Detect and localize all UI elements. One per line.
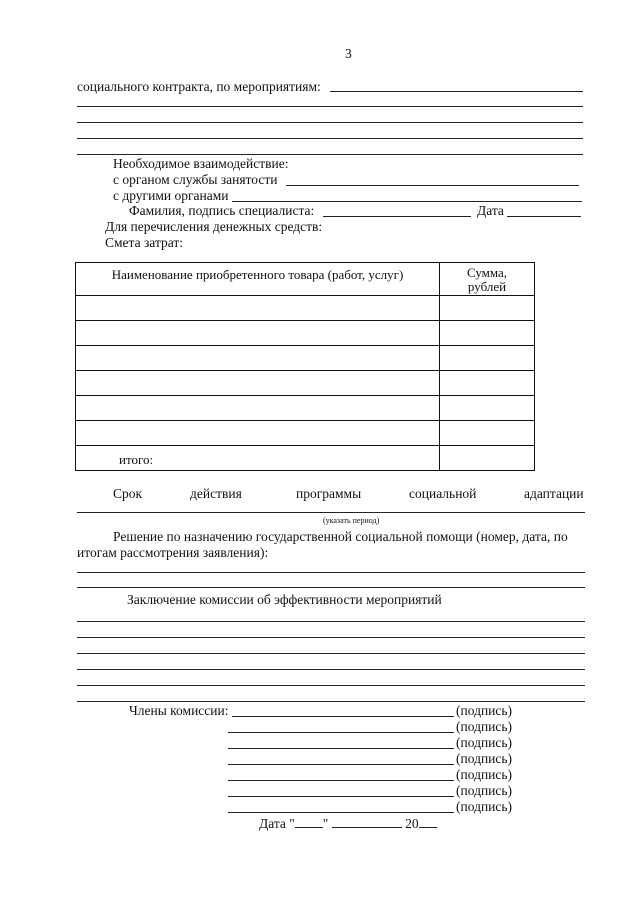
table-row xyxy=(76,321,535,346)
program-word-5: адаптации xyxy=(524,486,584,501)
footer-month-blank xyxy=(332,816,402,828)
column-header-sum-line1: Сумма, xyxy=(466,265,508,280)
blank-line xyxy=(77,572,585,573)
other-bodies-label: с другими органами xyxy=(113,188,229,203)
blank-line xyxy=(77,669,585,670)
footer-year-prefix: 20 xyxy=(405,816,419,831)
table-cell xyxy=(440,296,535,321)
interaction-title: Необходимое взаимодействие: xyxy=(113,156,289,171)
footer-date xyxy=(259,816,437,831)
table-cell xyxy=(440,396,535,421)
table-cell xyxy=(440,346,535,371)
footer-date-mid: " xyxy=(322,816,329,831)
signature-caption: (подпись) xyxy=(456,767,513,782)
program-word-1: Срок xyxy=(113,486,143,501)
table-row xyxy=(76,371,535,396)
column-header-sum xyxy=(440,263,535,296)
signature-caption: (подпись) xyxy=(456,703,513,718)
contract-label: социального контракта, по мероприятиям: xyxy=(77,79,321,94)
blank-line xyxy=(77,106,583,107)
blank-line xyxy=(77,701,585,702)
program-period-hint: (указать период) xyxy=(323,516,380,525)
specialist-label: Фамилия, подпись специалиста: xyxy=(129,203,315,218)
program-word-4: социальной xyxy=(409,486,477,501)
blank-line xyxy=(77,621,585,622)
commission-signature-line xyxy=(228,780,454,781)
table-row xyxy=(76,396,535,421)
blank-line xyxy=(77,138,583,139)
signature-caption: (подпись) xyxy=(456,735,513,750)
employment-service-line xyxy=(286,185,579,186)
transfer-label: Для перечисления денежных средств: xyxy=(105,219,323,234)
decision-line-2: итогам рассмотрения заявления): xyxy=(77,545,269,560)
total-value-cell xyxy=(440,446,535,471)
commission-signature-line xyxy=(228,748,454,749)
commission-signature-line xyxy=(228,812,454,813)
table-row xyxy=(76,421,535,446)
program-word-3: программы xyxy=(296,486,362,501)
table-cell xyxy=(76,346,440,371)
commission-label: Члены комиссии: xyxy=(129,703,229,718)
table-cell xyxy=(76,371,440,396)
table-cell xyxy=(76,321,440,346)
estimate-label: Смета затрат: xyxy=(105,235,184,250)
commission-signature-line xyxy=(228,796,454,797)
table-cell xyxy=(440,321,535,346)
specialist-date-label: Дата xyxy=(477,203,504,218)
blank-line xyxy=(77,685,585,686)
page-number: 3 xyxy=(345,46,352,61)
table-row xyxy=(76,296,535,321)
program-word-2: действия xyxy=(190,486,242,501)
column-header-name: Наименование приобретенного товара (работ, услуг) xyxy=(76,263,440,296)
table-cell xyxy=(76,421,440,446)
signature-caption: (подпись) xyxy=(456,751,513,766)
commission-signature-line xyxy=(228,732,454,733)
blank-line xyxy=(77,653,585,654)
table-cell xyxy=(76,296,440,321)
column-header-sum-line2: рублей xyxy=(467,279,507,294)
other-bodies-line xyxy=(232,201,582,202)
total-label: итого: xyxy=(76,446,440,471)
blank-line xyxy=(77,637,585,638)
table-cell xyxy=(440,421,535,446)
conclusion-title: Заключение комиссии об эффективности мероприятий xyxy=(127,592,442,607)
signature-caption: (подпись) xyxy=(456,719,513,734)
estimate-table xyxy=(75,262,535,471)
signature-caption: (подпись) xyxy=(456,799,513,814)
commission-signature-line xyxy=(228,764,454,765)
table-total-row xyxy=(76,446,535,471)
contract-blank-line xyxy=(330,91,583,92)
table-cell xyxy=(76,396,440,421)
specialist-signature-line xyxy=(323,216,471,217)
table-row xyxy=(76,346,535,371)
commission-signature-line xyxy=(232,716,454,717)
footer-date-prefix: Дата " xyxy=(259,816,295,831)
blank-line xyxy=(77,154,583,155)
blank-line xyxy=(77,122,583,123)
table-header-row xyxy=(76,263,535,296)
footer-day-blank xyxy=(295,816,323,828)
table-cell xyxy=(440,371,535,396)
program-period-line xyxy=(77,512,585,513)
footer-year-blank xyxy=(419,816,437,828)
signature-caption: (подпись) xyxy=(456,783,513,798)
decision-line-1: Решение по назначению государственной социальной помощи (номер, дата, по xyxy=(113,529,568,544)
employment-service-label: с органом службы занятости xyxy=(113,172,278,187)
specialist-date-line xyxy=(507,216,581,217)
blank-line xyxy=(77,587,585,588)
